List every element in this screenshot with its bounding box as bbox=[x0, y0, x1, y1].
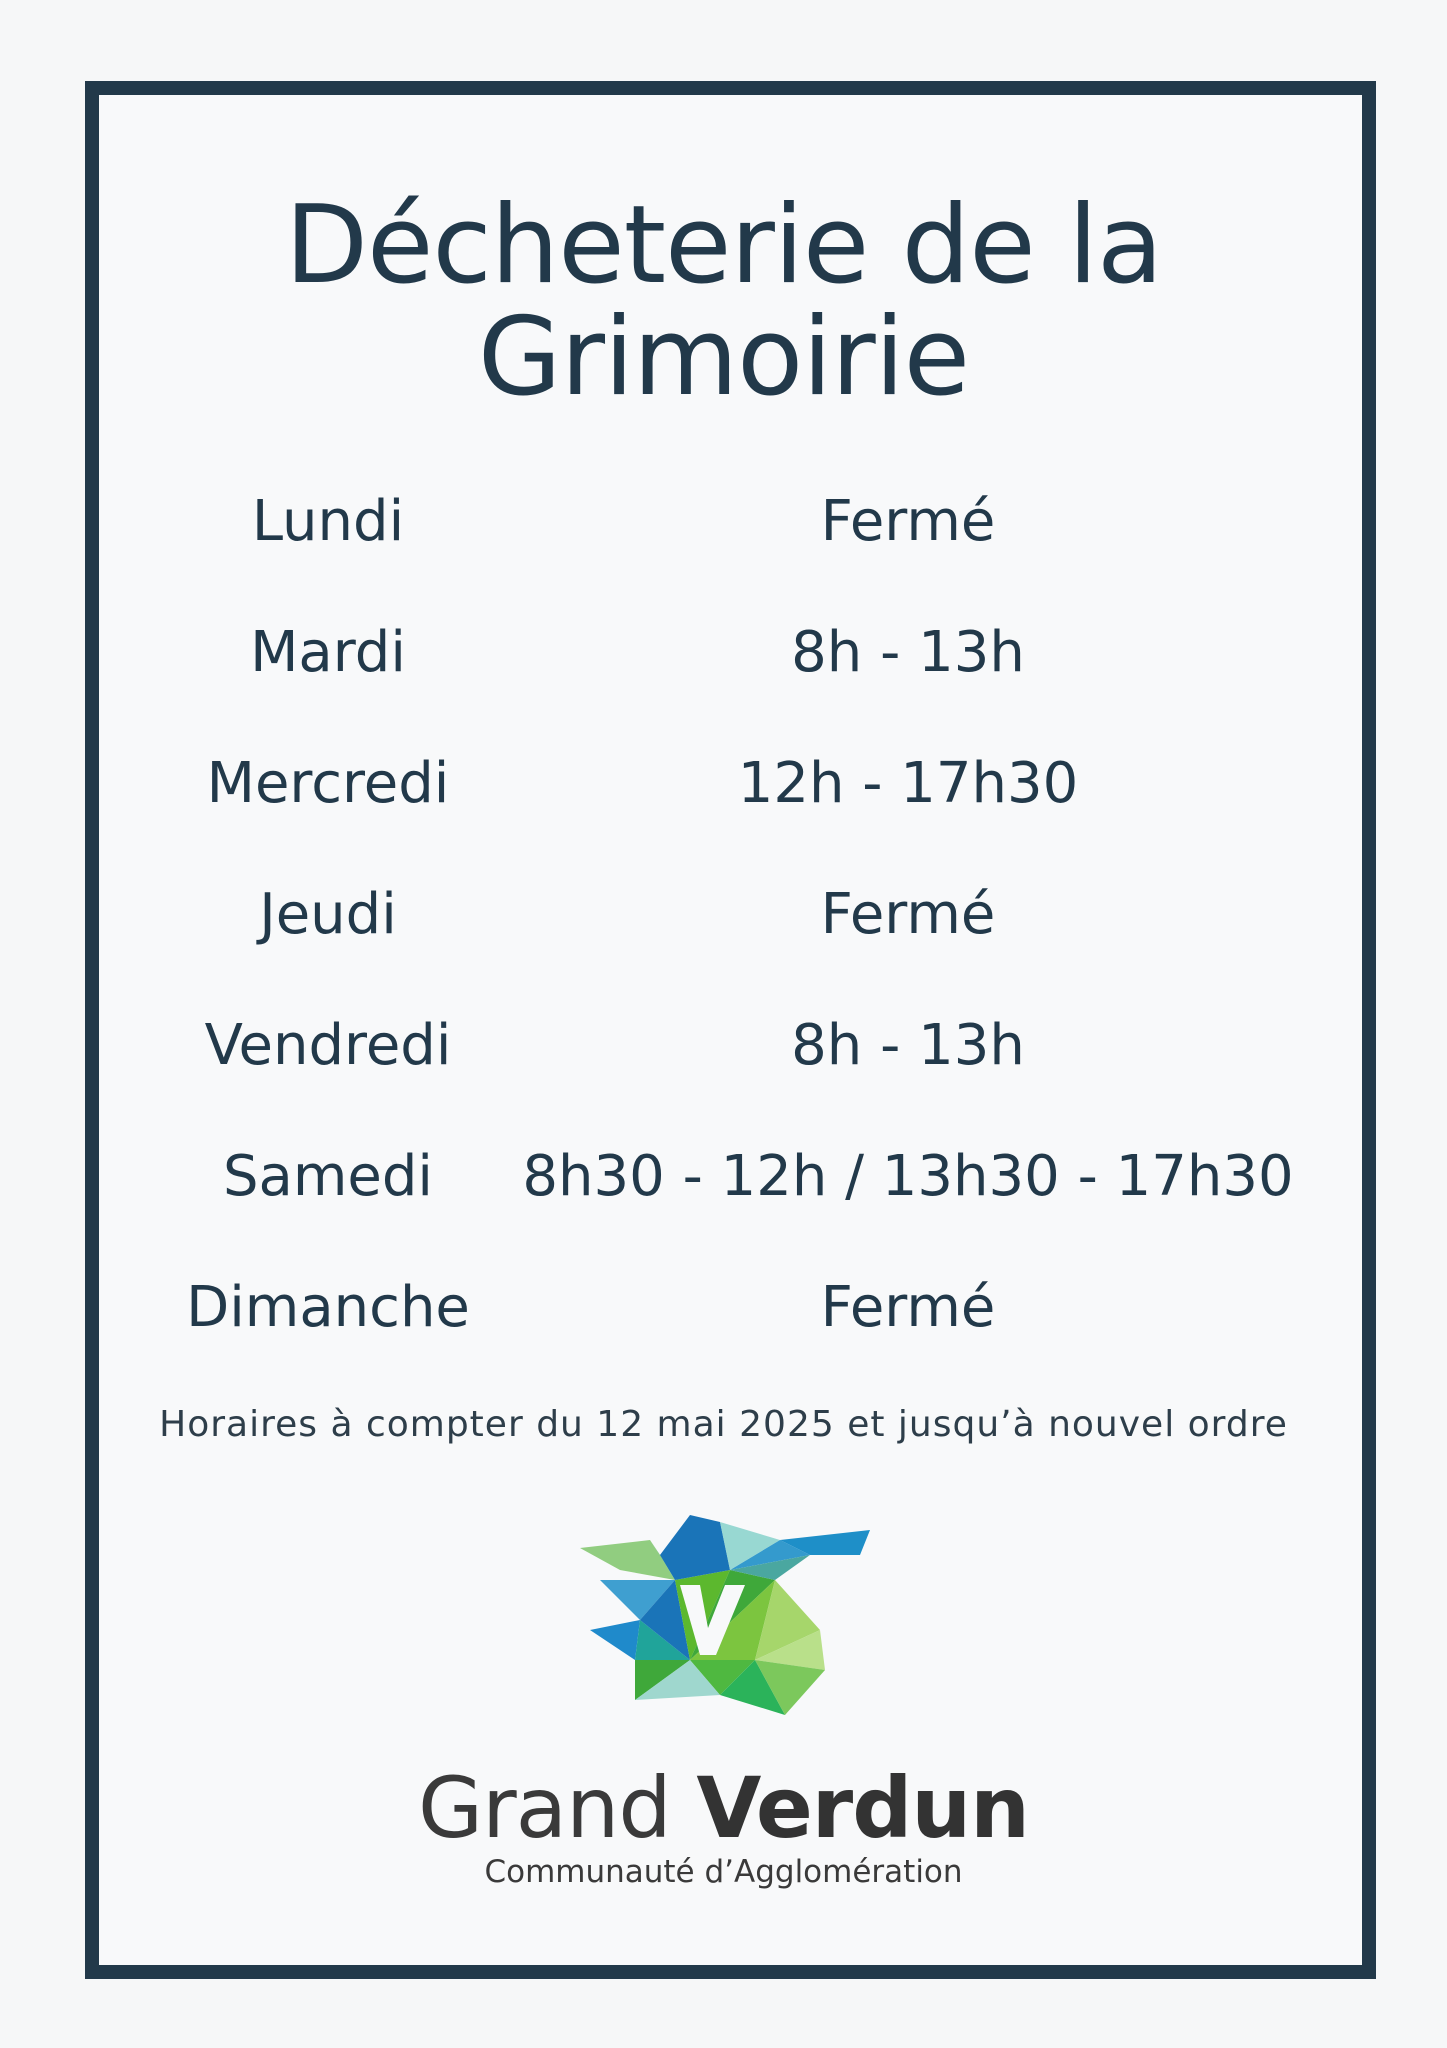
hours-value: 12h - 17h30 bbox=[737, 751, 1079, 816]
day-label: Vendredi bbox=[204, 1013, 452, 1078]
schedule-row bbox=[0, 480, 1447, 611]
validity-note: Horaires à compter du 12 mai 2025 et jusqu’à nouvel ordre bbox=[159, 1404, 1288, 1445]
day-label: Jeudi bbox=[259, 882, 397, 947]
hours-value: Fermé bbox=[820, 1275, 996, 1340]
day-label: Dimanche bbox=[186, 1275, 470, 1340]
brand-name-bold: Verdun bbox=[696, 1759, 1029, 1857]
day-label: Lundi bbox=[251, 489, 405, 554]
hours-value: Fermé bbox=[820, 489, 996, 554]
grand-verdun-logo-icon bbox=[580, 1510, 870, 1735]
page-title bbox=[0, 183, 1447, 420]
schedule-row bbox=[0, 1004, 1447, 1135]
brand-name bbox=[0, 1760, 1447, 1856]
hours-value: Fermé bbox=[820, 882, 996, 947]
day-label: Mardi bbox=[250, 620, 406, 685]
brand-subtitle: Communauté d’Agglomération bbox=[484, 1854, 963, 1890]
schedule-row bbox=[0, 742, 1447, 873]
day-label: Samedi bbox=[223, 1144, 433, 1209]
opening-hours-table bbox=[0, 480, 1447, 1397]
hours-value: 8h - 13h bbox=[791, 620, 1025, 685]
schedule-row bbox=[0, 1266, 1447, 1397]
day-label: Mercredi bbox=[206, 751, 450, 816]
hours-value: 8h - 13h bbox=[791, 1013, 1025, 1078]
title-line-1: Décheterie de la bbox=[284, 183, 1163, 308]
schedule-row bbox=[0, 611, 1447, 742]
schedule-row bbox=[0, 873, 1447, 1004]
brand-name-regular: Grand bbox=[418, 1759, 671, 1857]
schedule-row bbox=[0, 1135, 1447, 1266]
hours-value: 8h30 - 12h / 13h30 - 17h30 bbox=[522, 1144, 1294, 1209]
title-line-2: Grimoirie bbox=[477, 295, 970, 420]
